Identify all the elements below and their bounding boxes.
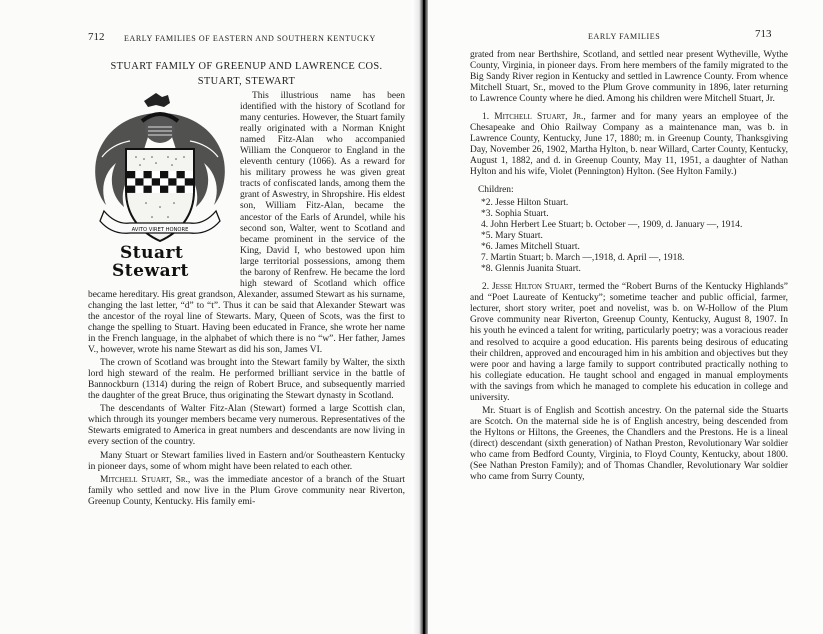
paragraph-mitchell-jr [470, 112, 788, 178]
left-page-content [88, 60, 405, 508]
jesse-name: Jesse Hilton Stuart, [492, 282, 576, 293]
paragraph-descendants: The descendants of Walter Fitz-Alan (Stewart) formed a large Scottish clan, which through its younger members became very numerous. Representatives of the Stewarts emigrated to America in great numbers and descendants are now living in every section of the country. [88, 404, 405, 448]
family-subtitle: STUART, STEWART [197, 76, 296, 87]
child-item: 4. John Herbert Lee Stuart; b. October —, 1909, d. January —, 1914. [481, 219, 743, 230]
right-page-content [470, 50, 788, 483]
child-item: *3. Sophia Stuart. [481, 208, 549, 219]
child-item: *2. Jesse Hilton Stuart. [481, 197, 569, 208]
right-page-number: 713 [755, 28, 772, 40]
child-item: *8. Glennis Juanita Stuart. [481, 264, 581, 275]
crest-name-stewart: Stewart [112, 261, 189, 281]
mitchell-sr-text: was the immediate ancestor of a branch of the Stuart family who settled and now live in the Plum Grove community near Riverton, Greenup County, Kentucky. His family emi- [88, 474, 405, 507]
entry-number-1: 1. [482, 112, 495, 123]
children-heading: Children: [478, 184, 514, 195]
family-title: STUART FAMILY OF GREENUP AND LAWRENCE COS. [110, 61, 383, 72]
crest-illustration [86, 93, 234, 243]
children-list [470, 198, 788, 276]
crest-name-stuart: Stuart [120, 243, 184, 263]
paragraph-origin: This illustrious name has been identified with the history of Scotland for many centuries. However, the Stuart family really originated with a Norman Knight named Fitz-Alan who accompanied William the Conqueror to England in the eleventh century (1066). As a reward for his military prowess he was given great tracts of confiscated lands, among them the grant of Aswestry, in Shropshire. His eldest son, William Fitz-Alan, became the ancestor of the Earls of Arundel, while his second son, Walter, went to Scotland and became prominent in the service of the King, David I, who bestowed upon him large territorial possessions, among them the barony of Renfrew. He became the lord high steward of Scotland which office became hereditary. His great grandson, Alexander, assumed Stewart as his surname, changing the last letter, “d” to “t”. Thus it can be said that Alexander Stewart was the ancestor of the royal line of Stewarts. Mary, Queen of Scots, was the first to change the spelling to Stuart. Having been educated in France, she wrote her name in the French language, in the alphabet of which there is no “w”. Her father, James V., however, wrote his name Stewart as did his son, James VI. [88, 91, 405, 356]
child-item: 7. Martin Stuart; b. March —,1918, d. April —, 1918. [481, 253, 685, 264]
child-item: *6. James Mitchell Stuart. [481, 241, 580, 252]
entry-number-2: 2. [482, 282, 492, 293]
right-running-head: EARLY FAMILIES [588, 32, 661, 41]
child-item: *5. Mary Stuart. [481, 230, 543, 241]
paragraph-kentucky: Many Stuart or Stewart families lived in Eastern and/or Southeastern Kentucky in pioneer days, some of whom might have been related to each other. [88, 450, 405, 472]
mitchell-jr-text: farmer and for many years an employee of the Chesapeake and Ohio Railway Company as a maintenance man, was b. in Lawrence County, Kentucky, June 17, 1880; m. in Greenup County, Thanksgiving Day, November 26, 1902, Martha Hylton, b. near Willard, Carter County, Kentucky, August 1, 1882, and d. in Greenup County, May 11, 1951, a daughter of Nathan Hylton and his wife, Violet (Pennington) Hylton. (See Hylton Family.) [470, 112, 789, 178]
paragraph-crown: The crown of Scotland was brought into the Stewart family by Walter, the sixth lord high steward of the realm. He performed brilliant service in the battle of Bannockburn (1314) during the reign of Robert Bruce, and subsequently married the daughter of the great Bruce, thus originating the Stewart dynasty in Scotland. [88, 358, 405, 402]
left-page-number: 712 [88, 31, 105, 43]
paragraph-jesse [470, 282, 788, 404]
jesse-text: termed the “Robert Burns of the Kentucky Highlands” and “Poet Laureate of Kentucky”; sometime teacher and public official, farmer, lecturer, short story writer, poet and novelist, was b. on W-Hollow of the Plum Grove community near Riverton, Greenup County, Kentucky, August 8, 1907. In his youth he evinced a talent for writing, particularly poetry; was a voracious reader and resolved to acquire a good education. His parents being desirous of educating their children, approved and encouraged him in his ambition and objectives but they were poor and having a large family to support contributed practically nothing to his collegiate education. He taught school and engaged in manual employments with the savings from which he managed to complete his education in college and university. [470, 282, 788, 403]
left-running-head: EARLY FAMILIES OF EASTERN AND SOUTHERN KENTUCKY [124, 34, 376, 43]
gutter-line [423, 0, 425, 634]
paragraph-migration: grated from near Berthshire, Scotland, and settled near present Wytheville, Wythe County, Virginia, in pioneer days. From here members of the family migrated to the Big Sandy River region in Kentucky and settled in Lawrence County. From whence Mitchell Stuart, Sr., moved to the Plum Grove community in 1896, later returning to Lawrence County where he died. Among his children were Mitchell Stuart, Jr. [470, 50, 788, 105]
mitchell-jr-name: Mitchell Stuart, Jr., [494, 112, 586, 123]
coat-of-arms [86, 91, 234, 287]
paragraph-mitchell-sr [88, 475, 405, 508]
mitchell-sr-name: Mitchell Stuart, Sr., [100, 474, 191, 485]
paragraph-ancestry: Mr. Stuart is of English and Scottish ancestry. On the paternal side the Stuarts are Scotch. On the maternal side he is of English ancestry, being descended from the Hyltons or Hiltons, the Greenes, the Chandlers and the Prestons. He is a lineal (direct) descendant (sixth generation) of Nathan Preston, Revolutionary War soldier who came from Bedford County, Virginia, to Floyd County, Kentucky, about 1800. (See Nathan Preston Family); and of Thomas Chandler, Revolutionary War soldier who came from Surry County, [470, 405, 788, 483]
crest-motto: AVITO VIRET HONORE [131, 227, 189, 233]
